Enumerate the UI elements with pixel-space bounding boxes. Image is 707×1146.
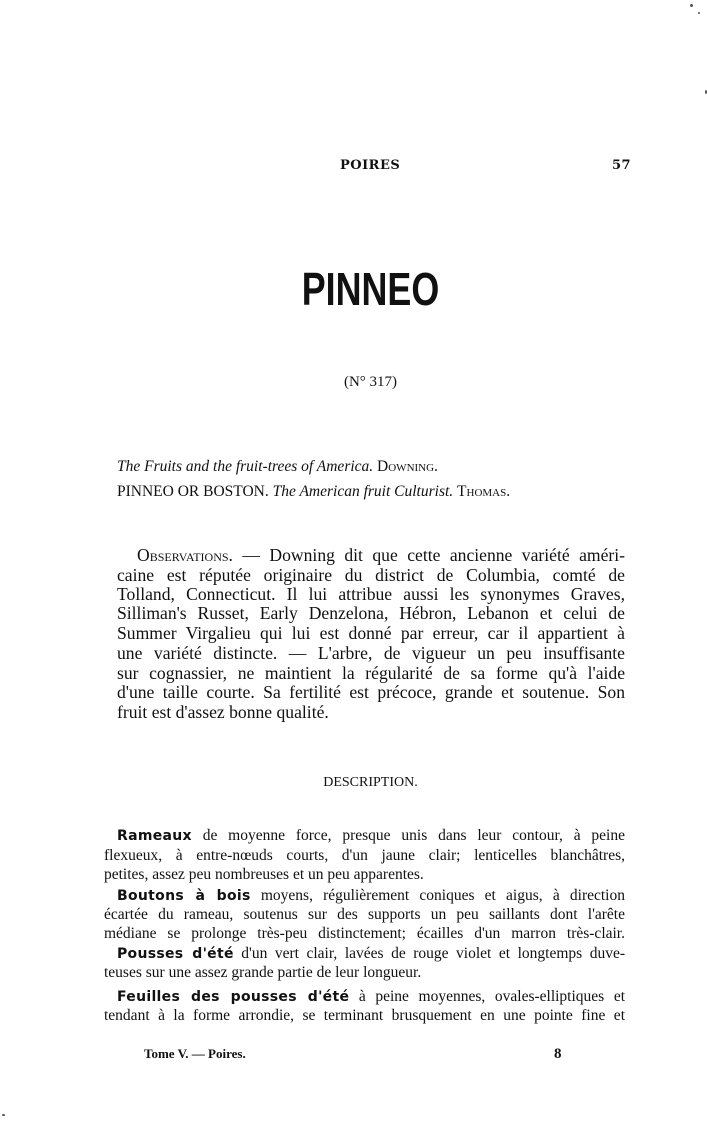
text: moyens, régulièrement coniques et aigus, à direction — [250, 887, 625, 904]
text-line — [137, 545, 625, 566]
footer-volume: Tome V. — Poires. — [144, 1046, 246, 1061]
text-line: petites, assez peu nombreuses et un peu apparentes. — [104, 866, 424, 883]
text-line: Tolland, Connecticut. Il lui attribue aussi les synonymes Graves, — [117, 584, 625, 604]
text-line: tendant à la forme arrondie, se terminant brusquement en une pointe fine et — [104, 1007, 625, 1024]
term: Boutons à bois — [117, 888, 251, 904]
text-line: fruit est d'assez bonne qualité. — [117, 702, 329, 722]
section-heading: DESCRIPTION. — [323, 775, 418, 790]
text-line: d'une taille courte. Sa fertilité est précoce, grande et soutenue. Son — [117, 682, 625, 702]
signature-mark: 8 — [554, 1046, 562, 1062]
text-line — [117, 988, 625, 1006]
text-line: une variété distincte. — L'arbre, de vigueur un peu insuffisante — [117, 643, 625, 663]
scan-speck — [698, 12, 700, 14]
text-line: caine est réputée originaire du district de Columbia, comté de — [117, 565, 625, 585]
text: — Downing dit que cette ancienne variété améri- — [232, 545, 625, 565]
scan-speck — [690, 4, 693, 7]
term: Pousses d'été — [117, 946, 234, 962]
reference-title: The American fruit Culturist. — [272, 483, 454, 500]
text: à peine moyennes, ovales-elliptiques et — [349, 988, 626, 1005]
reference-prefix: PINNEO OR BOSTON. — [117, 483, 269, 500]
text-line: flexueux, à entre-nœuds courts, d'un jaune clair; lenticelles blanchâtres, — [104, 847, 625, 864]
text-line: sur cognassier, ne maintient la régularité de sa forme qu'à l'aide — [117, 663, 625, 683]
running-title: POIRES — [340, 158, 401, 173]
page-title: PINNEO — [301, 263, 440, 315]
term: Feuilles des pousses d'été — [117, 989, 350, 1005]
text-line: Summer Virgalieu qui lui est donné par erreur, car il appartient à — [117, 623, 625, 643]
text-line — [117, 887, 625, 905]
reference-author: Downing. — [377, 458, 438, 475]
page-number: 57 — [612, 158, 632, 173]
reference-title: The Fruits and the fruit-trees of America. — [117, 458, 374, 475]
scan-speck — [2, 1114, 5, 1116]
reference-author: Thomas. — [457, 483, 511, 500]
text-line: médiane se prolonge très-peu distinctement; écailles d'un marron très-clair. — [104, 925, 625, 942]
term: Rameaux — [117, 828, 192, 844]
text-line: écartée du rameau, soutenus sur des supports un peu saillants dont l'arête — [104, 906, 625, 923]
catalog-number: (N° 317) — [343, 374, 398, 390]
text-line — [117, 827, 625, 845]
reference-1 — [117, 458, 438, 476]
text-line — [117, 945, 625, 963]
text: d'un vert clair, lavées de rouge violet et longtemps duve- — [233, 945, 625, 962]
text-line: teuses sur une assez grande partie de leur longueur. — [104, 964, 422, 981]
text-line: Silliman's Russet, Early Denzelona, Hébron, Lebanon et celui de — [117, 603, 625, 623]
text: de moyenne force, presque unis dans leur contour, à peine — [191, 827, 625, 844]
reference-2 — [117, 483, 510, 501]
observations-label: Observations. — [137, 545, 233, 565]
